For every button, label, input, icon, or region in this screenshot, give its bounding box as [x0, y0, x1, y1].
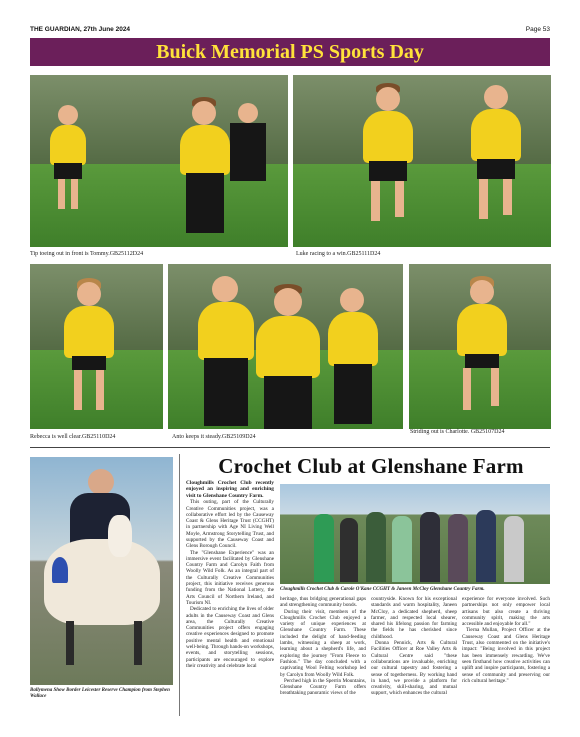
paragraph: Donna Pennick, Arts & Cultural Facilities Officer at Roe Valley Arts & Cultural Centre said "these collaborations are invaluable, enriching our cultural tapestry and fostering a sense of togetherness. By working hand in hand, we provide a platform for creativity, skill-sharing, and mutual support, which enhances the cultural: [371, 640, 457, 697]
photo-anto: [168, 264, 403, 429]
article-column-2: [280, 596, 366, 697]
paragraph: This outing, part of the Culturally Creative Communities project, was a collaborative effort led by the Causeway Coast & Glens Heritage Trust (CCGHT) in partnership with Age NI Living Well Moyle, Armstrong Storytelling Trust, and supported by the Causeway Coast and Glens Borough Council.: [186, 499, 274, 550]
column-divider: [179, 454, 180, 716]
caption-sheep: Ballymena Show Border Leicester Reserve Champion from Stephen Wallace: [30, 688, 170, 699]
paragraph: Tierna Mullan, Project Officer at the Causeway Coast and Glens Heritage Trust, also commented on the initiative's impact: "Being involved in this project has been immensely rewarding. We've seen firsthand how creative activities can uplift and inspire participants, fostering a sense of community and preserving our rich cultural heritage.": [462, 627, 550, 684]
caption-photo-3: Rebecca is well clear.GB25110D24: [30, 434, 116, 440]
photo-luke: [293, 75, 551, 247]
photo-tommy: [30, 75, 288, 247]
paragraph: Dedicated to enriching the lives of older adults in the Causeway Coast and Glens area, the Culturally Creative Communities project offers engaging creative experiences designed to promote positive mental health and emotional well-being. Through hands-on workshops, events, and storytelling sessions, participants are encouraged to explore their creativity and celebrate local: [186, 606, 274, 669]
paragraph: countryside. Known for his exceptional standards and warm hospitality, Janeen McCloy, a dedicated shepherd, sheep farmer, and respected local shearer, shared his lifelong passion for farming the fields he has cherished since childhood.: [371, 596, 457, 640]
photo-sheep-champion: [30, 457, 173, 685]
caption-photo-2: Luke racing to a win.GB25111D24: [296, 251, 381, 257]
paragraph: experience for everyone involved. Such partnerships not only empower local artisans but also create a thriving community spirit, making the arts accessible and enjoyable for all.": [462, 596, 550, 628]
lead-paragraph: Cloughmills Crochet Club recently enjoyed an inspiring and enriching visit to Glenshane Country Farm.: [186, 480, 274, 499]
photo-crochet-group: [280, 484, 550, 584]
paragraph: The "Glenshane Experience" was an immersive event facilitated by Glenshane Country Farm and Carolyn Faith from Woolly Wild Folk. As an integral part of the Culturally Creative Communities project, this initiative receives generous funding from the National Lottery, the Arts Council of Northern Ireland, and Tourism NI.: [186, 549, 274, 606]
caption-photo-1: Tip toeing out in front is Tommy.GB25112D24: [30, 251, 144, 257]
photo-rebecca: [30, 264, 163, 429]
running-header: [30, 26, 550, 36]
article-column-1: [186, 480, 274, 669]
photo-charlotte: [409, 264, 551, 429]
publication-date: THE GUARDIAN, 27th June 2024: [30, 26, 131, 33]
page-number: Page 53: [525, 26, 550, 33]
article-column-3: [371, 596, 457, 697]
article-title: Crochet Club at Glenshane Farm: [218, 454, 524, 478]
section-banner: Buick Memorial PS Sports Day: [30, 38, 550, 66]
paragraph: Perched high in the Sperrin Mountains, Glenshane Country Farm offers breathtaking panoramic views of the: [280, 677, 366, 697]
section-divider: [30, 447, 550, 448]
article-column-4: [462, 596, 550, 684]
paragraph: heritage, thus bridging generational gaps and strengthening community bonds.: [280, 596, 366, 609]
paragraph: During their visit, members of the Cloughmills Crochet Club enjoyed a variety of unique experiences at Glenshane Country Farm. These included the delight of hand-feeding lambs, witnessing a sheep at work, learning about a shepherd's life, and exploring the journey "From Fleece to Fashion." The day concluded with a captivating Wool Felting workshop led by Carolyn from Woolly Wild Folk.: [280, 608, 366, 678]
caption-group: Cloughmills Crochet Club & Carole O'Kane CCGHT & Janeen McCloy Glenshane Country Farm.: [280, 587, 485, 592]
caption-photo-4: Anto keeps it steady.GB25109D24: [172, 434, 256, 440]
caption-photo-5: Striding out is Charlotte. GB25107D24: [410, 429, 505, 435]
